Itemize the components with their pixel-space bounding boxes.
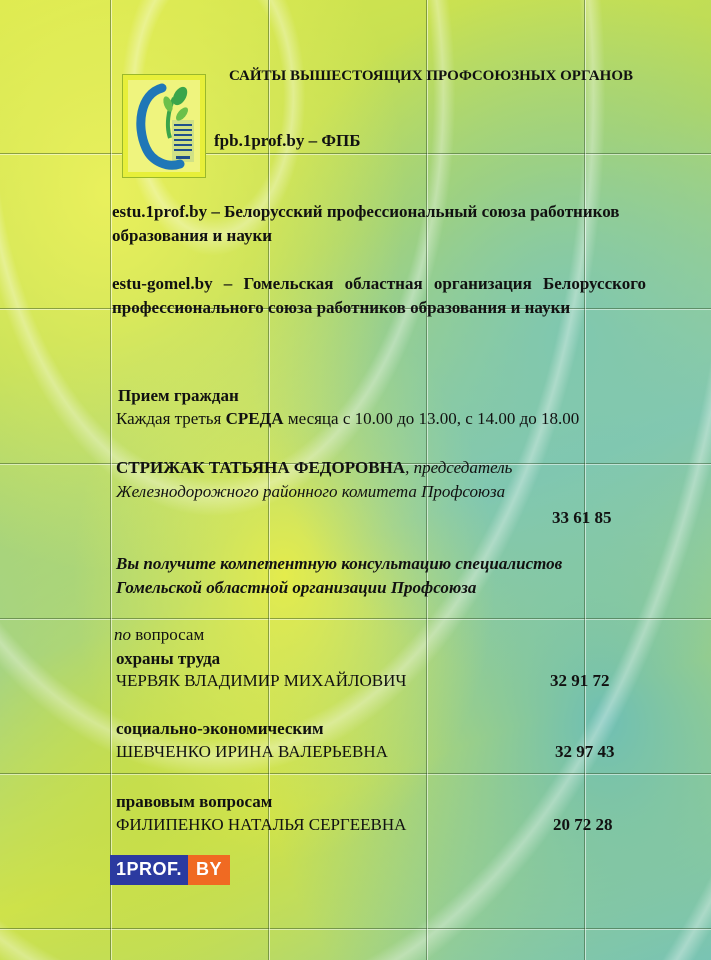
reception-schedule [116, 407, 636, 431]
contact-phone: 32 97 43 [555, 742, 615, 761]
reception-person [116, 456, 616, 504]
person-name: СТРИЖАК ТАТЬЯНА ФЕДОРОВНА [116, 458, 406, 477]
gomel-link[interactable]: estu-gomel.by [112, 274, 213, 293]
po-rest: вопросам [131, 625, 205, 644]
consult-po [114, 623, 204, 647]
consult-intro: Вы получите компетентную консультацию специалистов Гомельской областной организации Профсоюза [116, 554, 563, 597]
1prof-logo[interactable] [110, 855, 230, 885]
person-role: , председатель Железнодорожного районного комитета Профсоюза [116, 458, 513, 501]
union-emblem-icon [122, 74, 206, 178]
reception-phone: 33 61 85 [552, 508, 612, 527]
1prof-logo-right: BY [188, 855, 230, 885]
contact-phone: 20 72 28 [553, 815, 613, 834]
topic-social-economic: социально-экономическим [116, 719, 324, 738]
contact-name: ЧЕРВЯК ВЛАДИМИР МИХАЙЛОВИЧ [116, 671, 407, 690]
schedule-hours: месяца с 10.00 до 13.00, с 14.00 до 18.00 [283, 409, 580, 428]
po-word: по [114, 625, 131, 644]
contact-name: ШЕВЧЕНКО ИРИНА ВАЛЕРЬЕВНА [116, 742, 388, 761]
contact-phone: 32 91 72 [550, 671, 610, 690]
estu-description: – Белорусский профессиональный союза работников образования и науки [112, 202, 620, 245]
schedule-day: СРЕДА [225, 409, 284, 428]
reception-title: Прием граждан [118, 386, 239, 405]
fpb-link[interactable]: fpb.1prof.by – ФПБ [214, 131, 361, 150]
gomel-description: – Гомельская областная организация Белорусского профессионального союза работников образования и науки [112, 274, 646, 317]
1prof-logo-left: 1PROF. [110, 855, 188, 885]
topic-legal: правовым вопросам [116, 792, 273, 811]
gomel-block [112, 272, 646, 320]
topic-labor-safety: охраны труда [116, 649, 221, 668]
contact-name: ФИЛИПЕНКО НАТАЛЬЯ СЕРГЕЕВНА [116, 815, 407, 834]
page-heading: САЙТЫ ВЫШЕСТОЯЩИХ ПРОФСОЮЗНЫХ ОРГАНОВ [228, 68, 634, 84]
estu-block [112, 200, 646, 248]
estu-link[interactable]: estu.1prof.by [112, 202, 208, 221]
schedule-prefix: Каждая третья [116, 409, 226, 428]
